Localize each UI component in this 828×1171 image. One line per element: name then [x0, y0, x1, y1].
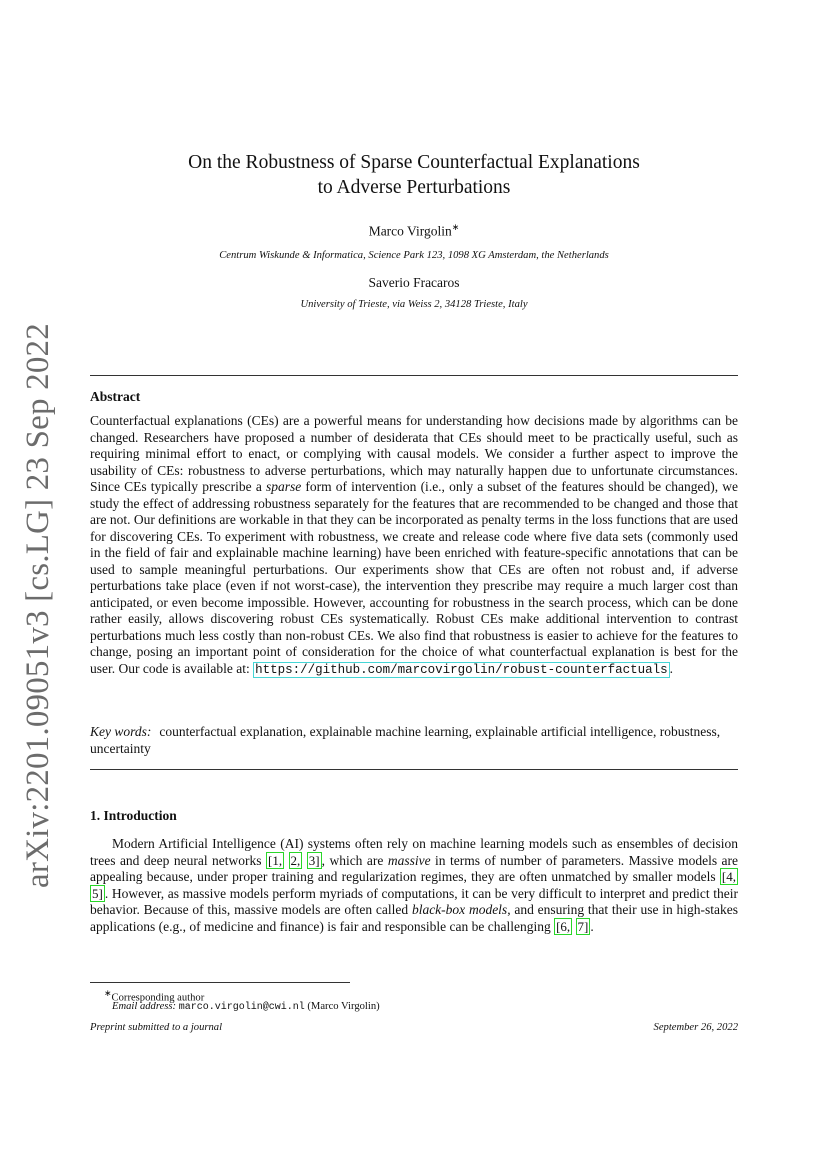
footer-preprint-note: Preprint submitted to a journal: [90, 1022, 223, 1033]
abstract-text: [90, 413, 738, 678]
introduction-paragraph: [90, 836, 738, 935]
author-1: [90, 222, 738, 240]
citation-1[interactable]: [1,: [267, 852, 283, 868]
section-heading-introduction: 1. Introduction: [90, 808, 177, 823]
arxiv-identifier: arXiv:2201.09051v3 [cs.LG] 23 Sep 2022: [19, 322, 56, 888]
abstract-part-1: Counterfactual explanations (CEs) are a powerful means for understanding how decisions made by algorithms can be changed. Researchers have proposed a number of desiderata that CEs should meet to be practically useful, such as requiring minimal effort to enact, or complying with causal models. We consider a further aspect to improve the usability of CEs: robustness to adverse perturbations, which may naturally happen due to unfortunate circumstances. Since CEs typically prescribe a: [90, 413, 738, 494]
intro-emphasis-massive: massive: [387, 852, 431, 868]
intro-emphasis-black-box: black-box models: [411, 902, 508, 917]
abstract-heading: Abstract: [90, 389, 141, 404]
citation-2[interactable]: 2,: [290, 852, 301, 868]
intro-text-6: .: [590, 918, 594, 934]
author-1-mark: ∗: [451, 222, 460, 232]
intro-text-5: , and ensuring that their use in high-stakes applications (e.g., of medicine and finance) is fair and responsible can be challenging: [90, 902, 738, 934]
citation-6[interactable]: [6,: [556, 918, 571, 934]
footnote-email: [112, 1000, 380, 1015]
intro-text-2: , which are: [321, 852, 388, 868]
keywords-text: counterfactual explanation, explainable machine learning, explainable artificial intelligence, robustness, uncertainty: [90, 724, 721, 756]
abstract-emphasis: sparse: [265, 479, 302, 494]
citation-4[interactable]: [4,: [721, 869, 736, 884]
code-repository-link[interactable]: https://github.com/marcovirgolin/robust-counterfactuals: [255, 662, 668, 677]
intro-text-1: Modern Artificial Intelligence (AI) systems often rely on machine learning models such as ensembles of decision trees and deep neural networks: [90, 836, 738, 868]
author-2-name: Saverio Fracaros: [368, 275, 460, 290]
abstract-part-2: form of intervention (i.e., only a subset of the features should be changed), we study the effect of addressing robustness separately for the features that are recommended to be changed and those that are not. Our definitions are workable in that they can be incorporated as penalty terms in the loss functions that are used for discovering CEs. To experiment with robustness, we create and release code where five data sets (commonly used in the field of fair and explainable machine learning) have been enriched with feature-specific annotations that can be used to sample meaningful perturbations. Our experiments show that CEs are often not robust and, if adverse perturbations take place (even if not worst-case), the intervention they prescribe may require a much larger cost than anticipated, or even become impossible. However, accounting for robustness in the search process, which can be done rather easily, allows discovering robust CEs systematically. Robust CEs make additional intervention to contrast perturbations much less costly than non-robust CEs. We also find that robustness is easier to achieve for the features to change, posing an important point of consideration for the choice of what counterfactual explanation is best for the user. Our code is available at:: [90, 479, 738, 676]
citation-5[interactable]: 5]: [92, 885, 103, 901]
keywords: [90, 724, 738, 757]
abstract-bottom-rule: [90, 769, 738, 770]
arxiv-identifier-sidebar: [16, 322, 60, 888]
title-line-1: On the Robustness of Sparse Counterfactual Explanations: [188, 152, 640, 173]
abstract-end: .: [669, 660, 674, 676]
footer-date: September 26, 2022: [653, 1022, 738, 1033]
abstract-top-rule: [90, 375, 738, 376]
citation-7[interactable]: 7]: [577, 918, 589, 934]
email-address[interactable]: marco.virgolin@cwi.nl: [178, 1002, 305, 1013]
keywords-label: Key words:: [90, 724, 152, 739]
paper-title: [90, 150, 738, 200]
footnote-mark: ∗: [104, 988, 112, 998]
intro-text-4: . However, as massive models perform myriads of computations, it can be very difficult to interpret and predict their behavior. Because of this, massive models are often called: [90, 885, 738, 917]
author-1-name: Marco Virgolin: [368, 223, 452, 239]
intro-text-3: in terms of number of parameters. Massive models are appealing because, under proper training and regularization regimes, they are often unmatched by smaller models: [90, 852, 739, 884]
title-line-2: to Adverse Perturbations: [317, 177, 511, 198]
author-1-affiliation: Centrum Wiskunde & Informatica, Science Park 123, 1098 XG Amsterdam, the Netherlands: [219, 250, 609, 261]
footnote-rule: [90, 982, 350, 983]
footnote-text: Corresponding author: [111, 992, 205, 1004]
email-label: Email address:: [112, 1001, 177, 1012]
author-2: [90, 275, 738, 291]
citation-3[interactable]: 3]: [308, 852, 320, 868]
author-2-affiliation: University of Trieste, via Weiss 2, 34128 Trieste, Italy: [300, 299, 528, 310]
email-owner: (Marco Virgolin): [307, 1001, 380, 1012]
